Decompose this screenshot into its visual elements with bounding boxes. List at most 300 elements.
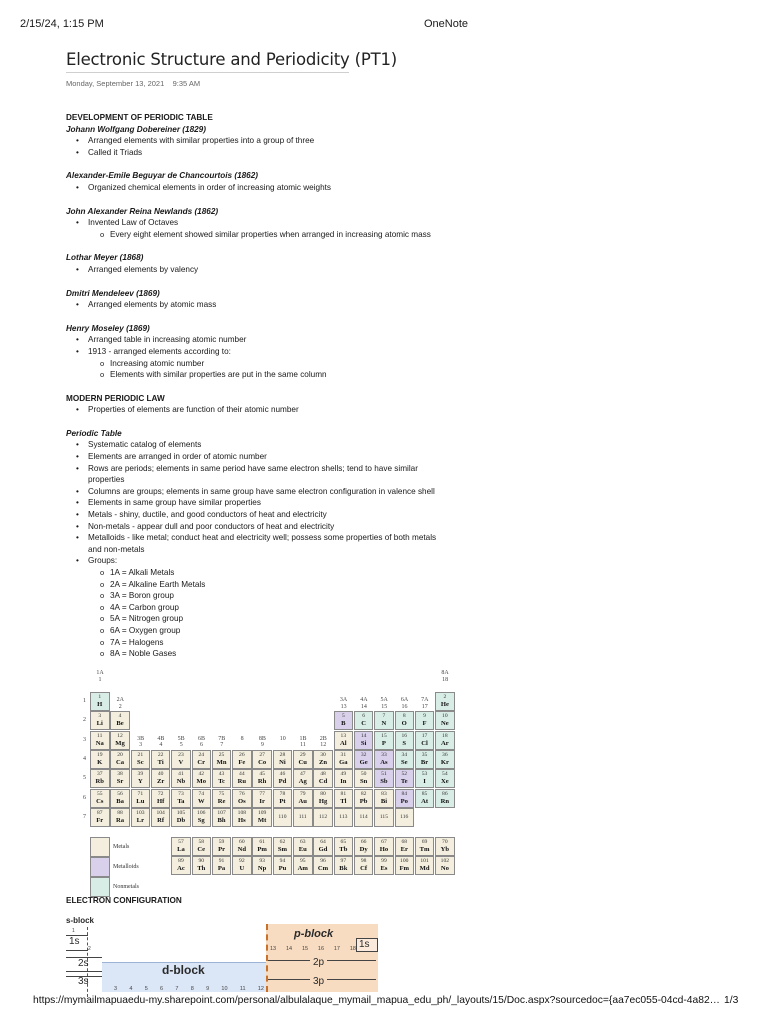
element-symbol: C — [361, 720, 367, 728]
element-symbol: Te — [400, 778, 408, 786]
atomic-number: 96 — [320, 858, 326, 865]
element-cell — [313, 769, 333, 788]
element-cell — [90, 789, 110, 808]
element-cell — [395, 769, 415, 788]
group-label — [334, 697, 354, 710]
print-footer — [33, 995, 738, 1006]
element-symbol: Ir — [259, 797, 265, 805]
element-symbol: Ti — [157, 758, 164, 766]
element-cell — [110, 711, 130, 730]
element-symbol: Fe — [238, 758, 246, 766]
atomic-number: 25 — [218, 751, 225, 758]
element-cell — [252, 837, 272, 856]
atomic-number: 76 — [239, 790, 245, 797]
s-block-label: s-block — [66, 916, 95, 925]
element-cell — [354, 769, 374, 788]
element-cell — [171, 808, 191, 827]
element-cell — [151, 769, 171, 788]
sub-bullet-item: o Elements with similar properties are put in the same column — [66, 369, 466, 381]
element-symbol: Si — [360, 739, 367, 747]
element-cell — [171, 750, 191, 769]
atomic-number: 32 — [360, 751, 367, 758]
element-symbol: Sb — [380, 778, 388, 786]
element-cell — [192, 789, 212, 808]
element-cell — [435, 692, 455, 711]
element-cell — [293, 856, 313, 875]
element-symbol: U — [239, 865, 245, 873]
element-cell — [131, 750, 151, 769]
group-item: o 2A = Alkaline Earth Metals — [66, 579, 466, 591]
element-cell — [90, 711, 110, 730]
atomic-number: 39 — [137, 771, 144, 778]
atomic-number: 37 — [96, 771, 103, 778]
atomic-number: 59 — [218, 839, 225, 846]
group-label-a: 1B — [299, 735, 307, 742]
d-col-number: 11 — [239, 986, 246, 992]
group-label-a: 3A — [339, 697, 348, 704]
atomic-number: 97 — [340, 858, 347, 865]
p-col-number: 14 — [285, 946, 293, 952]
d-col-number: 4 — [129, 986, 133, 992]
legend-swatch — [90, 857, 110, 877]
element-symbol: Tb — [339, 846, 348, 854]
group-label-b: 7 — [220, 742, 224, 749]
spacer — [66, 240, 466, 252]
element-cell — [273, 808, 293, 827]
element-symbol: Zr — [156, 778, 165, 786]
scientist-name: Lothar Meyer (1868) — [66, 253, 144, 263]
atomic-number: 71 — [137, 790, 144, 797]
atomic-number: 6 — [362, 713, 366, 720]
element-symbol: Ne — [440, 720, 449, 728]
group-label — [171, 736, 191, 749]
atomic-number: 26 — [239, 751, 245, 758]
element-symbol: Pd — [278, 778, 287, 786]
element-symbol: Ag — [298, 778, 307, 786]
atomic-number: 60 — [239, 839, 245, 846]
element-cell — [415, 731, 435, 750]
element-symbol: Ho — [379, 846, 389, 854]
atomic-number: 22 — [157, 751, 164, 758]
p-col-number: 18 — [349, 946, 356, 952]
group-label — [273, 736, 293, 743]
element-symbol: Rh — [257, 778, 267, 786]
element-symbol: Er — [400, 846, 408, 854]
element-symbol: Md — [419, 865, 430, 873]
group-item: o 8A = Noble Gases — [66, 648, 466, 660]
element-symbol: Hf — [156, 797, 165, 805]
atomic-number: 88 — [117, 809, 123, 816]
period-label: 1 — [83, 698, 86, 704]
element-cell — [192, 750, 212, 769]
s-col-label: 1 — [72, 928, 75, 934]
atomic-number: 47 — [299, 771, 306, 778]
section-heading-development: DEVELOPMENT OF PERIODIC TABLE — [66, 113, 213, 122]
atomic-number: 48 — [320, 771, 326, 778]
atomic-number: 31 — [340, 751, 347, 758]
atomic-number: 49 — [340, 771, 347, 778]
element-cell — [273, 750, 293, 769]
d-col-number: 12 — [257, 986, 264, 992]
element-symbol: Ge — [359, 758, 368, 766]
element-cell — [232, 769, 252, 788]
atomic-number: 99 — [381, 858, 387, 865]
atomic-number: 14 — [360, 732, 367, 739]
bullet-item: • Systematic catalog of elements — [66, 439, 466, 451]
element-symbol: Mt — [257, 816, 267, 824]
group-label — [395, 697, 415, 710]
atomic-number: 68 — [401, 839, 408, 846]
element-symbol: S — [402, 739, 407, 747]
atomic-number: 2 — [443, 694, 447, 700]
atomic-number: 18 — [442, 732, 448, 739]
group-label-b: 18 — [442, 676, 449, 683]
page-date — [66, 79, 200, 88]
element-symbol: Li — [96, 720, 103, 728]
atomic-number: 21 — [137, 751, 144, 758]
group-label-a: 7A — [421, 697, 429, 704]
element-cell — [374, 769, 394, 788]
element-symbol: Ce — [197, 846, 206, 854]
atomic-number: 103 — [136, 809, 145, 816]
element-symbol: Lr — [136, 816, 144, 824]
print-app-name: OneNote — [424, 18, 469, 30]
group-label-b: 12 — [320, 742, 327, 749]
element-symbol: Sm — [277, 846, 288, 854]
element-cell — [313, 750, 333, 769]
element-symbol: Pt — [279, 797, 286, 805]
atomic-number: 30 — [320, 751, 326, 758]
group-label-b: 16 — [401, 703, 408, 710]
element-cell — [232, 856, 252, 875]
page-date-text: Monday, September 13, 2021 — [66, 79, 165, 88]
element-cell — [374, 856, 394, 875]
element-cell — [212, 750, 232, 769]
element-cell — [151, 750, 171, 769]
element-cell — [354, 731, 374, 750]
atomic-number: 58 — [198, 839, 205, 846]
element-cell — [334, 769, 354, 788]
element-symbol: Nb — [176, 778, 186, 786]
element-cell — [435, 789, 455, 808]
group-item: o 3A = Boron group — [66, 590, 466, 602]
group-label-a: 2B — [319, 735, 327, 742]
element-cell — [435, 837, 455, 856]
atomic-number: 85 — [421, 790, 428, 797]
atomic-number: 42 — [198, 771, 205, 778]
atomic-number: 94 — [279, 858, 286, 865]
element-cell — [415, 856, 435, 875]
element-symbol: Es — [380, 865, 388, 873]
element-cell — [232, 808, 252, 827]
group-label — [252, 736, 272, 749]
element-cell — [313, 856, 333, 875]
element-symbol: Ga — [339, 758, 348, 766]
element-cell — [110, 808, 130, 827]
atomic-number: 7 — [382, 713, 386, 720]
element-cell — [232, 750, 252, 769]
period-label: 5 — [83, 775, 86, 782]
element-symbol: Rb — [95, 778, 104, 786]
element-symbol: Ca — [116, 758, 125, 766]
atomic-number: 73 — [178, 790, 184, 797]
d-col-number: 3 — [114, 986, 118, 992]
atomic-number: 45 — [259, 771, 265, 778]
atomic-number: 115 — [379, 813, 389, 820]
atomic-number: 33 — [381, 751, 387, 758]
p-col-number: 15 — [301, 946, 309, 952]
atomic-number: 1 — [98, 694, 102, 700]
atomic-number: 116 — [400, 813, 409, 820]
element-cell — [334, 731, 354, 750]
electron-configuration-image — [66, 912, 378, 992]
p-col-number: 13 — [270, 946, 277, 952]
element-cell — [395, 856, 415, 875]
element-symbol: Ni — [279, 758, 286, 766]
period-label: 3 — [83, 736, 86, 743]
element-cell — [395, 731, 415, 750]
element-cell — [151, 789, 171, 808]
atomic-number: 13 — [340, 732, 347, 739]
atomic-number: 87 — [96, 809, 103, 816]
group-item: o 7A = Halogens — [66, 637, 466, 649]
element-cell — [415, 789, 435, 808]
group-label-b: 4 — [159, 742, 163, 749]
group-item: o 1A = Alkali Metals — [66, 567, 466, 579]
d-col-number: 10 — [221, 986, 228, 992]
atomic-number: 93 — [259, 858, 265, 865]
element-cell — [131, 808, 151, 827]
element-cell — [212, 769, 232, 788]
atomic-number: 17 — [421, 732, 428, 739]
atomic-number: 75 — [218, 790, 225, 797]
element-cell — [273, 789, 293, 808]
element-symbol: Bh — [217, 816, 226, 824]
element-cell — [415, 750, 435, 769]
period-label: 7 — [83, 813, 86, 820]
atomic-number: 90 — [198, 858, 205, 865]
atomic-number: 46 — [279, 771, 286, 778]
group-label-b: 2 — [118, 703, 122, 710]
atomic-number: 62 — [279, 839, 286, 846]
element-cell — [334, 711, 354, 730]
element-cell — [415, 837, 435, 856]
atomic-number: 56 — [117, 790, 123, 797]
atomic-number: 44 — [239, 771, 245, 778]
element-symbol: Fm — [399, 865, 410, 873]
atomic-number: 98 — [360, 858, 367, 865]
atomic-number: 81 — [340, 790, 347, 797]
element-symbol: Xe — [440, 778, 449, 786]
group-label-a: 8B — [258, 735, 266, 742]
group-label-a: 6B — [197, 735, 205, 742]
group-label-b: 8 — [240, 735, 244, 742]
element-cell — [374, 711, 394, 730]
element-cell — [354, 711, 374, 730]
element-symbol: Cu — [298, 758, 307, 766]
atomic-number: 89 — [178, 858, 184, 865]
note-content[interactable] — [66, 112, 466, 660]
element-symbol: Fr — [96, 816, 104, 824]
element-symbol: Tl — [340, 797, 347, 805]
group-label — [354, 697, 374, 710]
bullet-item: • Elements in same group have similar properties — [66, 497, 466, 509]
p-col-number: 17 — [333, 946, 340, 952]
element-symbol: In — [340, 778, 347, 786]
atomic-number: 70 — [442, 839, 448, 846]
element-cell — [151, 808, 171, 827]
group-label — [415, 697, 435, 710]
element-cell — [415, 769, 435, 788]
element-cell — [273, 856, 293, 875]
orbital-he-1s-label: 1s — [359, 939, 370, 950]
section-heading-modern-law: MODERN PERIODIC LAW — [66, 393, 165, 403]
atomic-number: 3 — [98, 713, 102, 720]
atomic-number: 57 — [178, 839, 184, 846]
element-symbol: No — [440, 865, 449, 873]
element-cell — [293, 750, 313, 769]
section-heading-electron-configuration: ELECTRON CONFIGURATION — [66, 896, 182, 905]
atomic-number: 61 — [259, 839, 265, 846]
atomic-number: 10 — [442, 713, 448, 720]
element-symbol: Eu — [298, 846, 307, 854]
atomic-number: 41 — [178, 771, 184, 778]
element-symbol: Ar — [440, 739, 449, 747]
element-symbol: Kr — [440, 758, 449, 766]
element-symbol: Hg — [318, 797, 328, 805]
print-url: https://mymailmapuaedu-my.sharepoint.com/personal/albulalaque_mymail_mapua_edu_ph/_layouts/15/Doc.aspx?sourcedoc={aa7ec055-04cd-4a82… — [33, 995, 720, 1006]
group-label — [313, 736, 333, 749]
element-cell — [354, 856, 374, 875]
element-symbol: Au — [298, 797, 307, 805]
element-symbol: Pb — [359, 797, 368, 805]
element-cell — [171, 769, 191, 788]
element-symbol: Nd — [237, 846, 247, 854]
element-cell — [435, 731, 455, 750]
print-datetime: 2/15/24, 1:15 PM — [20, 18, 104, 30]
atomic-number: 108 — [237, 809, 247, 816]
group-label-a: 1A — [96, 670, 104, 676]
element-cell — [334, 789, 354, 808]
atomic-number: 107 — [217, 809, 226, 816]
atomic-number: 66 — [360, 839, 367, 846]
element-symbol: Sr — [116, 778, 124, 786]
group-label-a: 4A — [360, 697, 368, 704]
group-label — [192, 736, 212, 749]
atomic-number: 35 — [421, 751, 428, 758]
element-symbol: Be — [116, 720, 124, 728]
atomic-number: 111 — [298, 813, 307, 820]
element-cell — [110, 769, 130, 788]
element-symbol: P — [381, 739, 386, 747]
element-cell — [273, 769, 293, 788]
element-cell — [192, 808, 212, 827]
group-label-b: 14 — [360, 703, 367, 710]
atomic-number: 52 — [401, 771, 408, 778]
element-symbol: F — [422, 720, 427, 728]
element-symbol: Co — [258, 758, 267, 766]
group-label — [90, 670, 110, 683]
element-symbol: Sg — [197, 816, 205, 824]
orbital-2s-label: 2s — [78, 958, 89, 969]
element-cell — [334, 808, 354, 827]
element-cell — [90, 769, 110, 788]
group-label-a: 6A — [400, 697, 409, 704]
element-symbol: Cf — [360, 865, 368, 873]
group-label-b: 3 — [139, 742, 143, 749]
atomic-number: 78 — [279, 790, 286, 797]
element-cell — [252, 750, 272, 769]
sub-bullet-item: o Increasing atomic number — [66, 358, 466, 370]
element-cell — [395, 789, 415, 808]
group-label-a: 5B — [177, 735, 185, 742]
element-symbol: Sc — [137, 758, 144, 766]
element-symbol: Po — [400, 797, 408, 805]
element-cell — [212, 808, 232, 827]
group-label-b: 13 — [340, 703, 347, 710]
element-cell — [395, 711, 415, 730]
element-symbol: Rn — [440, 797, 450, 805]
group-label-b: 9 — [260, 742, 264, 749]
group-label-b: 1 — [98, 676, 102, 683]
scientist-name: Henry Moseley (1869) — [66, 323, 150, 333]
bullet-item: • Called it Triads — [66, 147, 466, 159]
atomic-number: 95 — [299, 858, 306, 865]
atomic-number: 43 — [218, 771, 225, 778]
group-label-b: 11 — [300, 742, 306, 749]
group-label-b: 10 — [279, 735, 286, 742]
element-cell — [334, 750, 354, 769]
bullet-item: • Metals - shiny, ductile, and good conductors of heat and electricity — [66, 509, 466, 521]
group-label-b: 6 — [200, 742, 203, 749]
print-page-number: 1/3 — [724, 995, 739, 1006]
section-heading-periodic-table: Periodic Table — [66, 428, 122, 438]
element-symbol: Cl — [421, 739, 428, 747]
atomic-number: 92 — [239, 858, 245, 865]
atomic-number: 24 — [198, 751, 205, 758]
sub-bullet-item: o Every eight element showed similar properties when arranged in increasing atomic mass — [66, 229, 466, 241]
element-cell — [313, 837, 333, 856]
atomic-number: 55 — [96, 790, 103, 797]
element-symbol: Zn — [319, 758, 328, 766]
element-symbol: La — [177, 846, 185, 854]
atomic-number: 79 — [299, 790, 306, 797]
element-symbol: Bk — [339, 865, 348, 873]
atomic-number: 83 — [381, 790, 387, 797]
element-symbol: Pr — [218, 846, 226, 854]
group-label — [374, 697, 394, 710]
element-cell — [252, 789, 272, 808]
element-symbol: Mo — [196, 778, 207, 786]
atomic-number: 27 — [259, 751, 265, 758]
bullet-item: • Arranged table in increasing atomic number — [66, 334, 466, 346]
element-symbol: Cd — [318, 778, 328, 786]
scientist-name: Alexander-Emile Beguyar de Chancourtois (1862) — [66, 171, 259, 181]
orbital-1s-label: 1s — [69, 936, 80, 947]
legend-label: Metals — [113, 844, 130, 851]
element-symbol: W — [197, 797, 205, 805]
page-time-text: 9:35 AM — [172, 79, 201, 88]
bullet-item: • Invented Law of Octaves — [66, 217, 466, 229]
atomic-number: 38 — [117, 771, 123, 778]
element-cell — [354, 837, 374, 856]
bullet-item: • Non-metals - appear dull and poor conductors of heat and electricity — [66, 521, 466, 533]
atomic-number: 109 — [257, 809, 267, 816]
bullet-item: and non-metals — [88, 544, 145, 554]
element-cell — [435, 769, 455, 788]
page-title[interactable]: Electronic Structure and Periodicity (PT1) — [66, 50, 398, 69]
element-symbol: Cs — [96, 797, 104, 805]
